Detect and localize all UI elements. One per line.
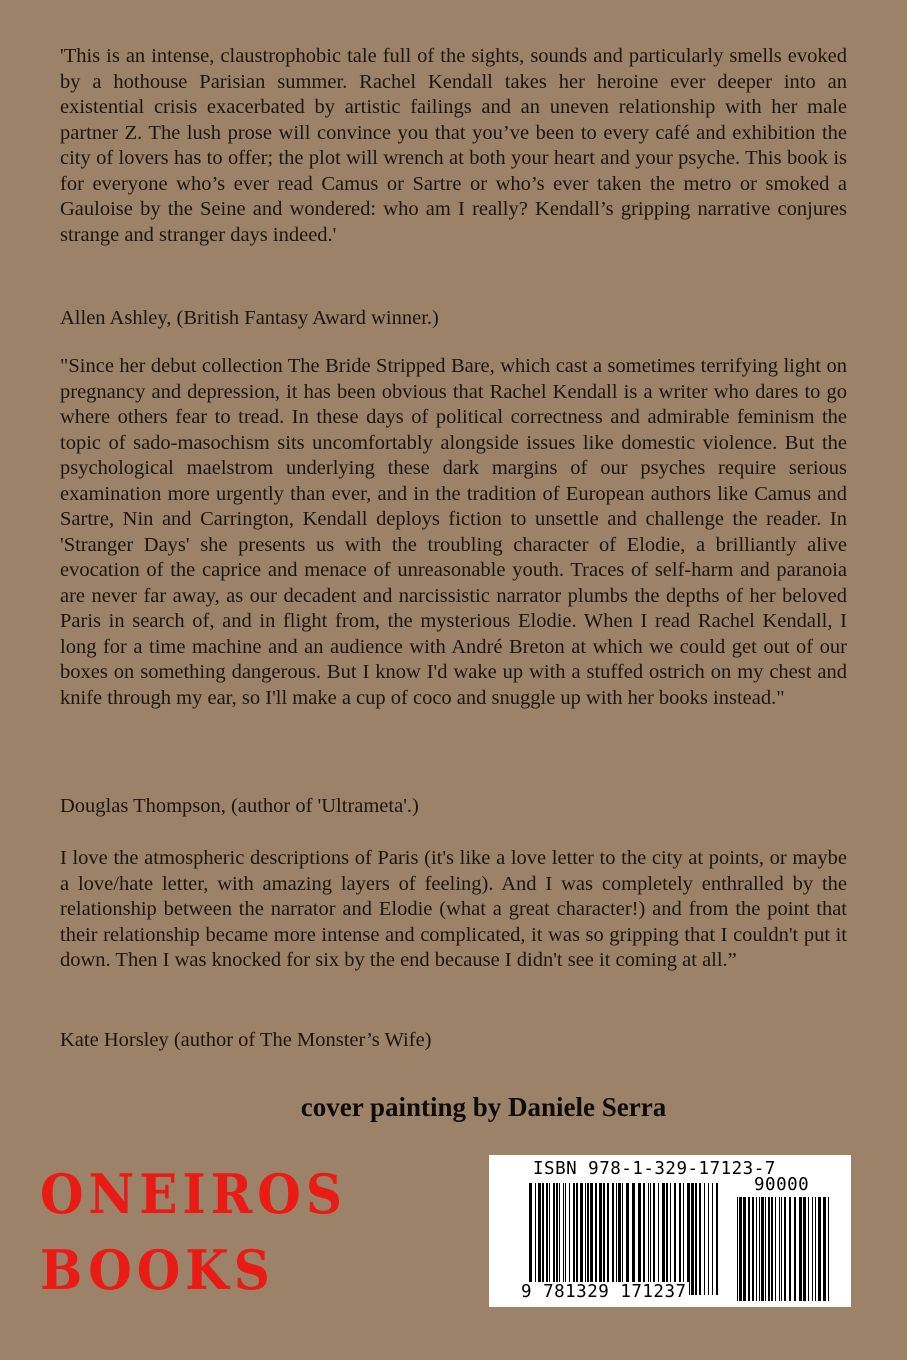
barcode-bar xyxy=(803,1197,806,1301)
barcode-bar xyxy=(808,1197,809,1301)
barcode-bar xyxy=(761,1197,764,1301)
barcode-bar xyxy=(739,1197,742,1301)
price-code: 90000 xyxy=(754,1175,810,1195)
barcode-bar xyxy=(638,1183,641,1295)
barcode-bar xyxy=(587,1183,589,1295)
review-attribution-3: Kate Horsley (author of The Monster’s Wife) xyxy=(60,1029,432,1051)
barcode-bar xyxy=(612,1183,614,1295)
barcode-bar xyxy=(691,1183,694,1295)
barcode-bar xyxy=(653,1183,655,1295)
barcode-bar xyxy=(737,1197,738,1301)
barcode-bar xyxy=(670,1183,671,1295)
barcode-bar xyxy=(716,1183,718,1295)
barcode-bar xyxy=(529,1183,532,1295)
barcode-bar xyxy=(815,1197,816,1301)
barcode-bar xyxy=(556,1183,558,1295)
barcode-bar xyxy=(535,1183,536,1295)
barcode-bar xyxy=(775,1197,776,1301)
barcode-box xyxy=(489,1155,851,1307)
barcode-bar xyxy=(712,1183,713,1295)
barcode-bar xyxy=(538,1183,541,1295)
barcode-bar xyxy=(626,1183,629,1295)
barcode-bar xyxy=(828,1197,829,1301)
publisher-logo xyxy=(40,1157,360,1308)
publisher-name-line2: BOOKS xyxy=(40,1238,275,1302)
cover-credit: cover painting by Daniele Serra xyxy=(300,1092,667,1122)
review-quote-1: 'This is an intense, claustrophobic tale full of the sights, sounds and particularly smells evoked by a hothouse Parisian summer. Rachel Kendall takes her heroine ever deeper into an existential crisis exacerbated by artistic failings and an uneven relationship with her male partner Z. The lush prose will convince you that you’ve been to every café and exhibition the city of lovers has to offer; the plot will wrench at both your heart and your psyche. This book is for everyone who’s ever read Camus or Sartre or who’s ever taken the metro or smoked a Gauloise by the Seine and wondered: who am I really? Kendall’s gripping narrative conjures strange and stranger days indeed.' xyxy=(60,45,847,246)
review-attribution-1: Allen Ashley, (British Fantasy Award winner.) xyxy=(60,307,439,329)
barcode-bar xyxy=(789,1197,791,1301)
barcode-bar xyxy=(695,1183,697,1295)
barcode-bar xyxy=(563,1183,564,1295)
barcode-bar xyxy=(580,1183,583,1295)
review-quote-2: "Since her debut collection The Bride Stripped Bare, which cast a sometimes terrifying light on pregnancy and depression, it has been obvious that Rachel Kendall is a writer who dares to go where others fear to tread. In these days of political correctness and admirable feminism the topic of sado-masochism sits uncomfortably alongside issues like domestic violence. But the psychological maelstrom underlying these dark margins of our psyches require serious examination more urgently than ever, and in the tradition of European authors like Camus and Sartre, Nin and Carrington, Kendall deploys fiction to unsettle and challenge the reader. In 'Stranger Days' she presents us with the troubling character of Elodie, a brilliantly alive evocation of the caprice and menace of unreasonable youth. Traces of self-harm and paranoia are never far away, as our decadent and narcissistic narrator plumbs the depths of her beloved Paris in search of, and in flight from, the mysterious Elodie. When I read Rachel Kendall, I long for a time machine and an audience with André Breton at which we could get out of our boxes on something dangerous. But I know I'd wake up with a stuffed ostrich on my chest and knife through my ear, so I'll make a cup of coco and snuggle up with her books instead." xyxy=(60,355,847,709)
barcode-bar xyxy=(765,1197,766,1301)
barcode-bar xyxy=(603,1183,605,1295)
barcode-bar xyxy=(599,1183,602,1295)
barcode-bar xyxy=(542,1183,544,1295)
barcode-bar xyxy=(559,1183,560,1295)
review-quote-3: I love the atmospheric descriptions of Paris (it's like a love letter to the city at points, or maybe a love/hate letter, with amazing layers of feeling). And I was completely enthralled by the relationship between the narrator and Elodie (what a great character!) and from the point that their relationship became more intense and complicated, it was so gripping that I couldn't put it down. Then I was knocked for six by the end because I didn't see it coming at all.” xyxy=(60,847,847,971)
barcode-bar xyxy=(752,1197,754,1301)
barcode-bar xyxy=(622,1183,623,1295)
barcode-bar xyxy=(768,1197,770,1301)
barcode-bar xyxy=(779,1197,780,1301)
barcode-bar xyxy=(708,1183,709,1295)
barcode-bar xyxy=(607,1183,609,1295)
barcode-bar xyxy=(748,1197,750,1301)
ean-digits: 9 781329 171237 xyxy=(521,1282,687,1302)
barcode-bar xyxy=(781,1197,782,1301)
barcode-bar xyxy=(643,1183,645,1295)
barcode-bar xyxy=(618,1183,621,1295)
barcode-bar xyxy=(565,1183,566,1295)
barcode-bar xyxy=(585,1183,586,1295)
barcode-bar xyxy=(687,1183,690,1295)
barcode-bar xyxy=(632,1183,635,1295)
barcode-bar xyxy=(812,1197,813,1301)
barcode-bar xyxy=(679,1183,681,1295)
barcode-bar xyxy=(546,1183,548,1295)
barcode-bar xyxy=(595,1183,597,1295)
barcode-bar xyxy=(759,1197,760,1301)
barcode-bar xyxy=(699,1183,701,1295)
barcode-bar xyxy=(648,1183,649,1295)
isbn-label: ISBN 978-1-329-17123-7 xyxy=(533,1159,776,1179)
barcode-bar xyxy=(569,1183,570,1295)
barcode-bar xyxy=(823,1197,826,1301)
barcode-bar xyxy=(771,1197,773,1301)
barcode-bar xyxy=(743,1197,746,1301)
review-attribution-2: Douglas Thompson, (author of 'Ultrameta'.) xyxy=(60,795,419,817)
barcode-bar xyxy=(704,1183,705,1295)
barcode-bar xyxy=(674,1183,676,1295)
barcode-bar xyxy=(549,1183,550,1295)
barcode-bar xyxy=(553,1183,555,1295)
barcode-bar xyxy=(818,1197,821,1301)
barcode-bar xyxy=(576,1183,578,1295)
barcode-bar xyxy=(662,1183,665,1295)
barcode-bar xyxy=(616,1183,617,1295)
barcode-bar xyxy=(799,1197,802,1301)
barcode-bar xyxy=(573,1183,575,1295)
barcode-bar xyxy=(650,1183,651,1295)
barcode-bar xyxy=(784,1197,786,1301)
barcode-bar xyxy=(794,1197,796,1301)
barcode-bar xyxy=(666,1183,668,1295)
barcode-bar xyxy=(683,1183,684,1295)
publisher-name-line1: ONEIROS xyxy=(40,1162,347,1227)
barcode-bar xyxy=(658,1183,659,1295)
barcode-bar xyxy=(590,1183,593,1295)
barcode-bar xyxy=(756,1197,757,1301)
